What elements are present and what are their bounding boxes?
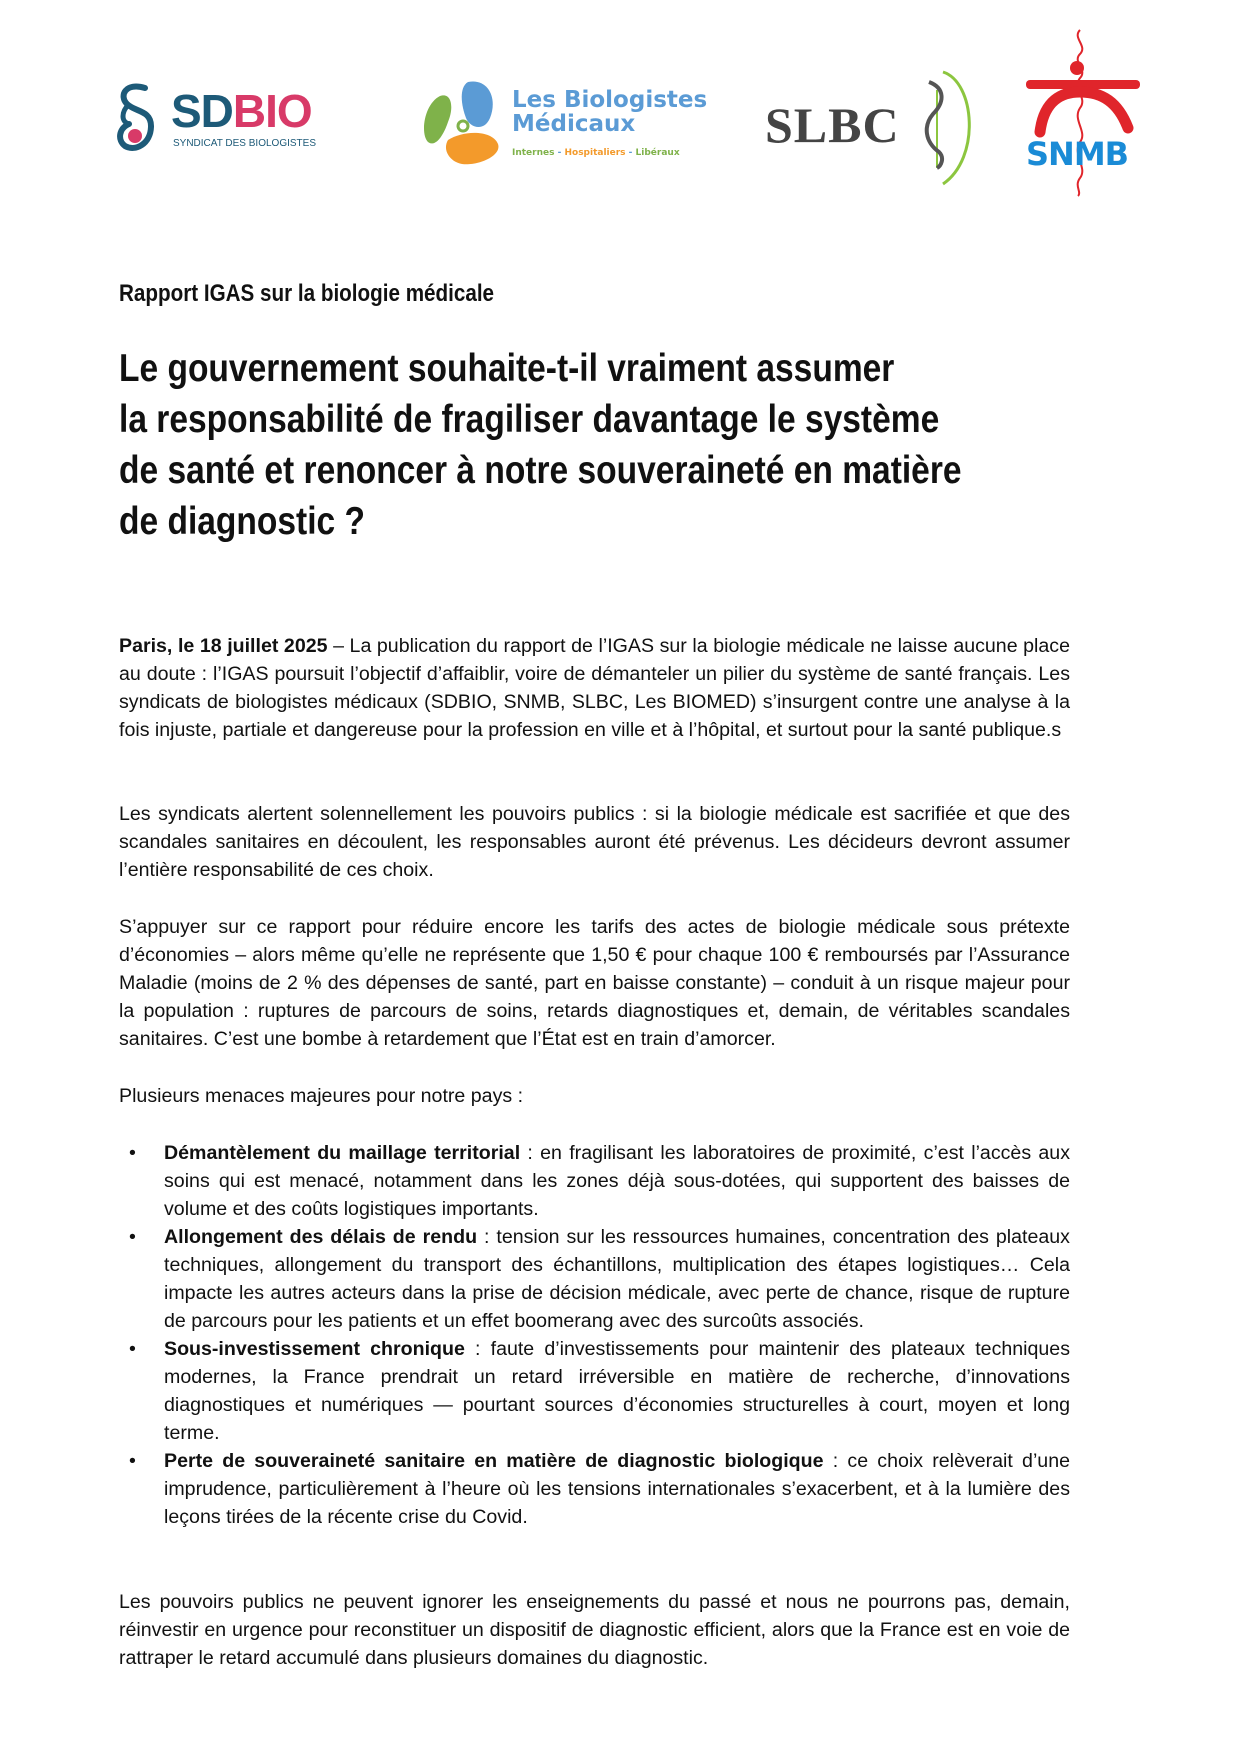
warning-text: Les syndicats alertent solennellement les pouvoirs publics : si la biologie médicale est sacrifiée et que des scandales sanitaires en découlent, les responsables auront été prévenus. Les décideurs devront assumer l’entière responsabilité de ces choix. [119, 803, 1070, 881]
sdbio-logo [115, 82, 316, 157]
biomed-logo [418, 78, 708, 168]
title-line: Le gouvernement souhaite-t-il vraiment assumer [119, 347, 895, 390]
bullet-icon: • [129, 1226, 136, 1248]
bullet-icon: • [129, 1142, 136, 1164]
list-item-lead: Perte de souveraineté sanitaire en matière de diagnostic biologique [164, 1450, 824, 1472]
biomed-wordmark [512, 88, 707, 136]
sdbio-emblem-icon [115, 82, 157, 154]
list-item-lead: Sous-investissement chronique [164, 1338, 465, 1360]
bullet-icon: • [129, 1450, 136, 1472]
intro-text: – La publication du rapport de l’IGAS sur la biologie médicale ne laisse aucune place au doute : l’IGAS poursuit l’objectif d’affaiblir, voire de démanteler un pilier du système de santé français. Les syndicats de biologistes médicaux (SDBIO, SNMB, SLBC, Les BIOMED) s’insurgent contre une analyse à la fois injuste, partiale et dangereuse pour la profession en ville et à l’hôpital, et surtout pour la santé publique.s [119, 635, 1071, 741]
slbc-wordmark: SLBC [765, 97, 900, 153]
title-line: la responsabilité de fragiliser davantage le système [119, 398, 940, 441]
sdbio-word-bio: BIO [232, 85, 312, 137]
biomed-line1: Les Biologistes [512, 87, 708, 113]
list-item [119, 1335, 1070, 1447]
document-title [119, 343, 1151, 547]
list-item [119, 1139, 1070, 1223]
document-subtitle: Rapport IGAS sur la biologie médicale [119, 280, 495, 307]
biomed-sep: - [554, 148, 565, 158]
sdbio-tagline: SYNDICAT DES BIOLOGISTES [173, 138, 316, 149]
warning-paragraph [119, 800, 1070, 884]
closing-paragraph [119, 1588, 1070, 1672]
list-item-text: : faute d’investissements pour maintenir des plateaux techniques modernes, la France prendrait un retard irréversible en matière de recherche, d’innovations diagnostiques et numériques — pourtant sources d’économies structurelles à court, moyen et long terme. [164, 1338, 1070, 1444]
biomed-tagline [512, 148, 680, 158]
dateline: Paris, le 18 juillet 2025 [119, 635, 328, 657]
snmb-logo [1022, 28, 1147, 198]
sdbio-wordmark [171, 85, 312, 137]
sdbio-word-sd: SD [171, 85, 233, 137]
tariffs-paragraph [119, 913, 1070, 1053]
title-line: de diagnostic ? [119, 500, 365, 543]
slbc-caduceus-icon [915, 68, 985, 188]
threats-intro-text: Plusieurs menaces majeures pour notre pays : [119, 1085, 524, 1107]
biomed-line2: Médicaux [512, 111, 636, 137]
threats-list [119, 1139, 1070, 1531]
closing-text: Les pouvoirs publics ne peuvent ignorer les enseignements du passé et nous ne pourrons pas, demain, réinvestir en urgence pour reconstituer un dispositif de diagnostic efficient, alors que la France est en voie de rattraper le retard accumulé dans plusieurs domaines du diagnostic. [119, 1591, 1070, 1669]
biomed-drops-icon [418, 78, 513, 168]
slbc-logo [765, 68, 985, 188]
snmb-wordmark: SNMB [1026, 135, 1129, 173]
list-item-lead: Démantèlement du maillage territorial [164, 1142, 521, 1164]
list-item [119, 1447, 1070, 1531]
list-item-text: : ce choix relèverait d’une imprudence, particulièrement à l’heure où les tensions internationales s’exacerbent, et à la lumière des leçons tirées de la récente crise du Covid. [164, 1450, 1071, 1528]
biomed-tag-liberaux: Libéraux [635, 148, 680, 158]
biomed-tag-hospitaliers: Hospitaliers [564, 148, 626, 158]
biomed-sep: - [625, 148, 636, 158]
list-item-text: : tension sur les ressources humaines, concentration des plateaux techniques, allongement du transport des échantillons, multiplication des étapes logistiques… Cela impacte les autres acteurs dans la prise de décision médicale, avec perte de chance, risque de rupture de parcours pour les patients et un effet boomerang avec des surcoûts associés. [164, 1226, 1070, 1332]
list-item [119, 1223, 1070, 1335]
title-line: de santé et renoncer à notre souveraineté en matière [119, 449, 962, 492]
intro-paragraph [119, 632, 1070, 744]
tariffs-text: S’appuyer sur ce rapport pour réduire encore les tarifs des actes de biologie médicale sous prétexte d’économies – alors même qu’elle ne représente que 1,50 € pour chaque 100 € remboursés par l’Assurance Maladie (moins de 2 % des dépenses de santé, part en baisse constante) – conduit à un risque majeur pour la population : ruptures de parcours de soins, retards diagnostiques et, demain, de véritables scandales sanitaires. C’est une bombe à retardement que l’État est en train d’amorcer. [119, 916, 1070, 1050]
list-item-text: : en fragilisant les laboratoires de proximité, c’est l’accès aux soins qui est menacé, notamment dans les zones déjà sous-dotées, qui supportent des baisses de volume et des coûts logistiques importants. [164, 1142, 1070, 1220]
list-item-lead: Allongement des délais de rendu [164, 1226, 478, 1248]
biomed-tag-internes: Internes [512, 148, 555, 158]
bullet-icon: • [129, 1338, 136, 1360]
threats-intro [119, 1082, 1070, 1110]
